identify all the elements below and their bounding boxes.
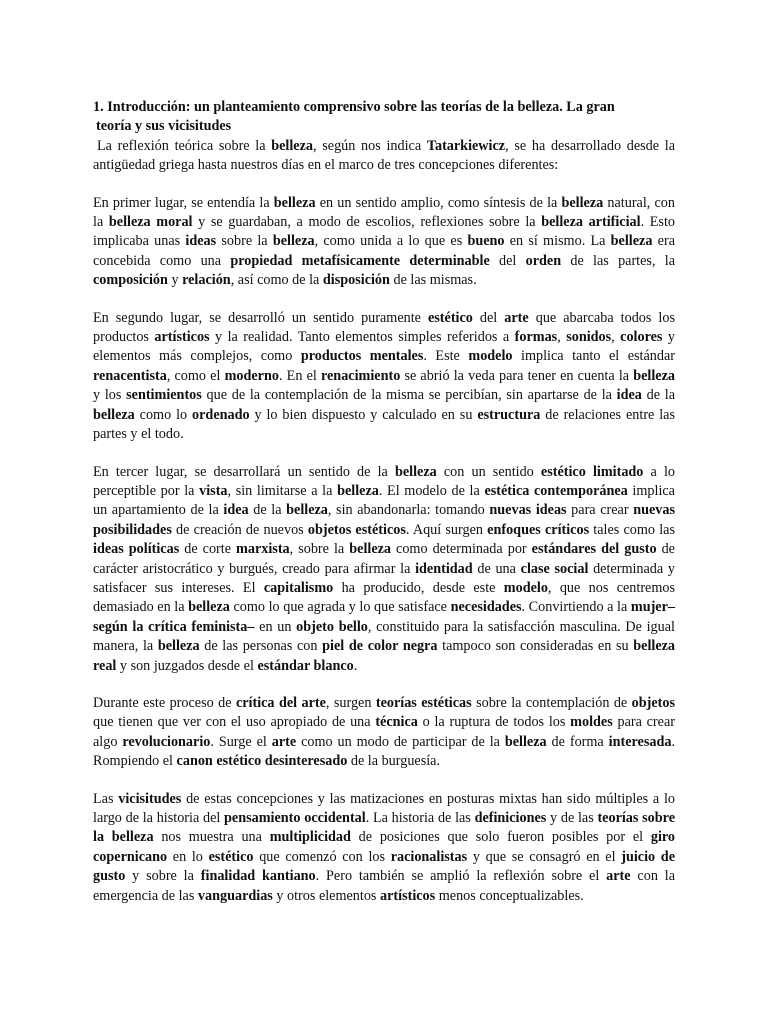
bold-term: arte bbox=[271, 733, 297, 750]
text-run: , sin limitarse a la bbox=[227, 482, 338, 499]
bold-term: pensamiento occidental bbox=[224, 810, 366, 826]
bold-term: composición bbox=[93, 272, 168, 289]
bold-term: objeto bello bbox=[296, 618, 368, 635]
text-run: , bbox=[611, 329, 621, 346]
bold-term: modelo bbox=[468, 348, 513, 365]
bold-term: moderno bbox=[224, 367, 279, 384]
bold-term: arte bbox=[504, 309, 529, 326]
text-run: de la bbox=[248, 502, 287, 519]
text-run: , sobre la bbox=[289, 541, 350, 558]
text-run: de la burguesía. bbox=[347, 753, 441, 770]
text-run: , según nos indica bbox=[313, 137, 427, 154]
text-run: . Aquí surgen bbox=[405, 521, 488, 538]
text-run: nos muestra una bbox=[153, 829, 270, 846]
bold-term: belleza bbox=[610, 233, 653, 250]
text-run: que de la contemplación de la misma se percibían, sin apartarse de la bbox=[201, 387, 617, 404]
paragraph bbox=[93, 309, 675, 445]
heading-line-2: teoría y sus vicisitudes bbox=[96, 118, 232, 135]
bold-term: belleza bbox=[394, 463, 437, 480]
text-run: , sin abandonarla: tomando bbox=[327, 502, 490, 519]
bold-term: piel de color negra bbox=[322, 638, 438, 655]
text-run: natural, con la bbox=[93, 194, 675, 231]
text-run: como un modo de participar de la bbox=[296, 733, 505, 750]
text-run: de las partes, la bbox=[561, 252, 676, 269]
text-run: . Este bbox=[423, 348, 469, 365]
text-run: La reflexión teórica sobre la bbox=[97, 137, 272, 154]
text-run: y otros elementos bbox=[272, 887, 381, 904]
bold-term: renacentista bbox=[93, 367, 167, 384]
bold-term: vanguardias bbox=[197, 887, 273, 904]
bold-term: estándares del gusto bbox=[531, 541, 657, 558]
text-run: . Rompiendo el bbox=[93, 733, 675, 770]
bold-term: disposición bbox=[322, 272, 390, 289]
text-run: menos conceptualizables. bbox=[435, 887, 584, 904]
bold-term: belleza bbox=[633, 367, 675, 384]
text-run: de forma bbox=[546, 733, 609, 750]
bold-term: objetos estéticos bbox=[307, 521, 406, 538]
bold-term: sentimientos bbox=[126, 387, 202, 404]
bold-term: propiedad metafísicamente determinable bbox=[230, 252, 490, 269]
bold-term: formas bbox=[514, 329, 558, 346]
bold-term: teorías sobre la belleza bbox=[93, 810, 675, 846]
bold-term: estructura bbox=[477, 406, 541, 423]
text-run: como lo bbox=[134, 406, 193, 423]
text-run: como determinada por bbox=[391, 541, 532, 558]
text-run: de carácter aristocrático y burgués, creado para afirmar la bbox=[93, 541, 675, 577]
text-run: de las mismas. bbox=[389, 272, 477, 289]
bold-term: revolucionario bbox=[122, 733, 211, 750]
text-run: . Pero también se amplió la reflexión sobre el bbox=[315, 868, 607, 885]
text-run: y elementos más complejos, como bbox=[93, 329, 675, 365]
text-run: , que nos centremos demasiado en la bbox=[93, 579, 675, 616]
bold-term: belleza bbox=[272, 233, 315, 250]
paragraph bbox=[93, 194, 675, 291]
bold-term: belleza bbox=[271, 137, 313, 154]
text-run: tampoco son consideradas en su bbox=[437, 638, 634, 655]
bold-term: belleza bbox=[188, 599, 230, 616]
text-run: En segundo lugar, se desarrolló un sentido puramente bbox=[93, 309, 428, 326]
text-run: , como el bbox=[166, 367, 225, 384]
text-run: y los bbox=[93, 387, 127, 404]
text-run: . Esto implicaba unas bbox=[93, 214, 675, 250]
text-run: y de las bbox=[546, 810, 598, 826]
text-run: o la ruptura de todos los bbox=[417, 714, 571, 731]
text-run: del bbox=[489, 252, 526, 269]
text-run: como lo que agrada y lo que satisface bbox=[229, 599, 451, 616]
text-run: determinada y satisfacer sus intereses. El bbox=[93, 560, 675, 596]
bold-term: relación bbox=[182, 272, 231, 289]
bold-term: vicisitudes bbox=[118, 790, 182, 807]
text-run: de una bbox=[472, 560, 521, 577]
text-run: , constituido para la satisfacción masculina. De igual manera, la bbox=[93, 618, 675, 655]
text-run: y bbox=[167, 272, 183, 289]
bold-term: belleza moral bbox=[108, 214, 193, 231]
text-run: con la emergencia de las bbox=[93, 868, 675, 904]
text-run: era concebida como una bbox=[93, 233, 675, 269]
bold-term: idea bbox=[223, 502, 249, 519]
heading-line-1: 1. Introducción: un planteamiento comprensivo sobre las teorías de la belleza. La gran bbox=[93, 99, 615, 115]
bold-term: mujer–según la crítica feminista– bbox=[93, 599, 675, 635]
bold-term: bueno bbox=[467, 233, 505, 250]
bold-term: clase social bbox=[520, 560, 589, 577]
text-run: para crear algo bbox=[93, 714, 675, 750]
text-run: para crear bbox=[566, 502, 634, 519]
text-run: de relaciones entre las partes y el todo. bbox=[93, 406, 675, 443]
text-run: ha producido, desde este bbox=[333, 579, 504, 596]
paragraph bbox=[93, 790, 675, 906]
bold-term: finalidad kantiano bbox=[200, 868, 316, 885]
text-run: . En el bbox=[278, 367, 321, 384]
bold-term: juicio de gusto bbox=[93, 848, 675, 885]
paragraph bbox=[93, 463, 675, 676]
document-body bbox=[93, 137, 675, 906]
bold-term: teorías estéticas bbox=[375, 694, 472, 711]
bold-term: giro copernicano bbox=[93, 829, 676, 865]
bold-term: enfoques críticos bbox=[487, 521, 590, 538]
bold-term: estándar blanco bbox=[257, 657, 354, 674]
text-run: sobre la bbox=[216, 233, 273, 250]
text-run: que tienen que ver con el uso apropiado de una bbox=[93, 714, 376, 731]
bold-term: belleza artificial bbox=[541, 214, 641, 231]
text-run: En primer lugar, se entendía la bbox=[93, 194, 274, 211]
text-run: Las bbox=[93, 790, 119, 807]
text-run: , surgen bbox=[325, 694, 376, 711]
bold-term: estética contemporánea bbox=[484, 482, 628, 499]
text-run: de estas concepciones y las matizaciones en posturas mixtas han sido múltiples a lo largo de la historia del bbox=[93, 790, 675, 826]
text-run: , así como de la bbox=[230, 272, 323, 289]
text-run: en lo bbox=[167, 848, 209, 865]
bold-term: renacimiento bbox=[320, 367, 401, 384]
text-run: y son juzgados desde el bbox=[116, 657, 258, 674]
bold-term: belleza bbox=[337, 482, 379, 499]
bold-term: ideas bbox=[185, 233, 217, 250]
bold-term: objetos bbox=[631, 694, 675, 711]
text-run: que comenzó con los bbox=[253, 848, 391, 865]
bold-term: ordenado bbox=[192, 406, 250, 423]
text-run: y lo bien dispuesto y calculado en su bbox=[249, 406, 478, 423]
bold-term: productos mentales bbox=[300, 348, 424, 365]
bold-term: estético bbox=[427, 309, 473, 326]
text-run: de corte bbox=[179, 541, 237, 558]
text-run: . El modelo de la bbox=[378, 482, 485, 499]
bold-term: necesidades bbox=[450, 599, 522, 616]
bold-term: racionalistas bbox=[390, 848, 468, 865]
text-run: en sí mismo. La bbox=[504, 233, 611, 250]
bold-term: estético bbox=[208, 848, 254, 865]
text-run: de creación de nuevos bbox=[171, 521, 308, 538]
bold-term: modelo bbox=[503, 579, 548, 596]
text-run: y la realidad. Tanto elementos simples referidos a bbox=[209, 329, 515, 346]
bold-term: artísticos bbox=[380, 887, 436, 904]
bold-term: belleza bbox=[349, 541, 392, 558]
text-run: de las personas con bbox=[199, 638, 323, 655]
bold-term: técnica bbox=[375, 714, 418, 731]
text-run: que abarcaba todos los productos bbox=[93, 309, 675, 346]
bold-term: ideas políticas bbox=[93, 541, 180, 558]
bold-term: nuevas ideas bbox=[489, 502, 567, 519]
text-run: y sobre la bbox=[125, 868, 201, 885]
text-run: de la bbox=[641, 387, 675, 404]
bold-term: capitalismo bbox=[263, 579, 334, 596]
bold-term: crítica del arte bbox=[235, 694, 326, 711]
text-run: , se ha desarrollado desde la antigüedad griega hasta nuestros días en el marco de tres concepciones diferentes: bbox=[93, 137, 675, 174]
paragraph bbox=[93, 137, 675, 176]
text-run: se abrió la veda para tener en cuenta la bbox=[400, 367, 634, 384]
text-run: tales como las bbox=[589, 521, 675, 538]
bold-term: estético limitado bbox=[540, 463, 644, 480]
bold-term: idea bbox=[616, 387, 642, 404]
bold-term: marxista bbox=[236, 541, 290, 558]
bold-term: belleza real bbox=[93, 638, 676, 674]
text-run: Durante este proceso de bbox=[93, 694, 236, 711]
text-run: , bbox=[557, 329, 567, 346]
bold-term: moldes bbox=[570, 714, 613, 731]
text-run: . bbox=[353, 657, 358, 674]
bold-term: Tatarkiewicz bbox=[426, 137, 506, 154]
bold-term: multiplicidad bbox=[269, 829, 351, 846]
bold-term: vista bbox=[199, 482, 228, 499]
text-run: en un bbox=[254, 618, 297, 635]
bold-term: interesada bbox=[608, 733, 672, 750]
bold-term: belleza bbox=[504, 733, 547, 750]
bold-term: artísticos bbox=[154, 329, 210, 346]
text-run: , como unida a lo que es bbox=[314, 233, 468, 250]
text-run: implica tanto el estándar bbox=[512, 348, 675, 365]
text-run: en un sentido amplio, como síntesis de la bbox=[315, 194, 562, 211]
text-run: a lo perceptible por la bbox=[93, 463, 676, 499]
bold-term: identidad bbox=[415, 560, 473, 577]
bold-term: belleza bbox=[273, 194, 316, 211]
bold-term: belleza bbox=[93, 406, 135, 423]
bold-term: sonidos bbox=[566, 329, 612, 346]
text-run: . Convirtiendo a la bbox=[521, 599, 631, 616]
bold-term: belleza bbox=[561, 194, 604, 211]
text-run: con un sentido bbox=[436, 463, 541, 480]
paragraph bbox=[93, 694, 675, 772]
section-heading bbox=[93, 98, 675, 137]
text-run: . Surge el bbox=[210, 733, 272, 750]
text-run: de posiciones que solo fueron posibles por el bbox=[350, 829, 651, 846]
bold-term: definiciones bbox=[474, 810, 547, 826]
bold-term: belleza bbox=[157, 638, 200, 655]
bold-term: canon estético desinteresado bbox=[176, 753, 348, 770]
text-run: y se guardaban, a modo de escolios, reflexiones sobre la bbox=[192, 214, 542, 231]
text-run: En tercer lugar, se desarrollará un sentido de la bbox=[93, 463, 395, 480]
bold-term: belleza bbox=[286, 502, 328, 519]
bold-term: nuevas posibilidades bbox=[93, 502, 675, 538]
bold-term: orden bbox=[525, 252, 562, 269]
text-run: sobre la contemplación de bbox=[471, 694, 632, 711]
text-run: del bbox=[472, 309, 505, 326]
text-run: y que se consagró en el bbox=[467, 848, 622, 865]
text-run: implica un apartamiento de la bbox=[93, 482, 675, 519]
bold-term: colores bbox=[620, 329, 663, 346]
text-run: . La historia de las bbox=[365, 810, 475, 826]
bold-term: arte bbox=[606, 868, 631, 885]
